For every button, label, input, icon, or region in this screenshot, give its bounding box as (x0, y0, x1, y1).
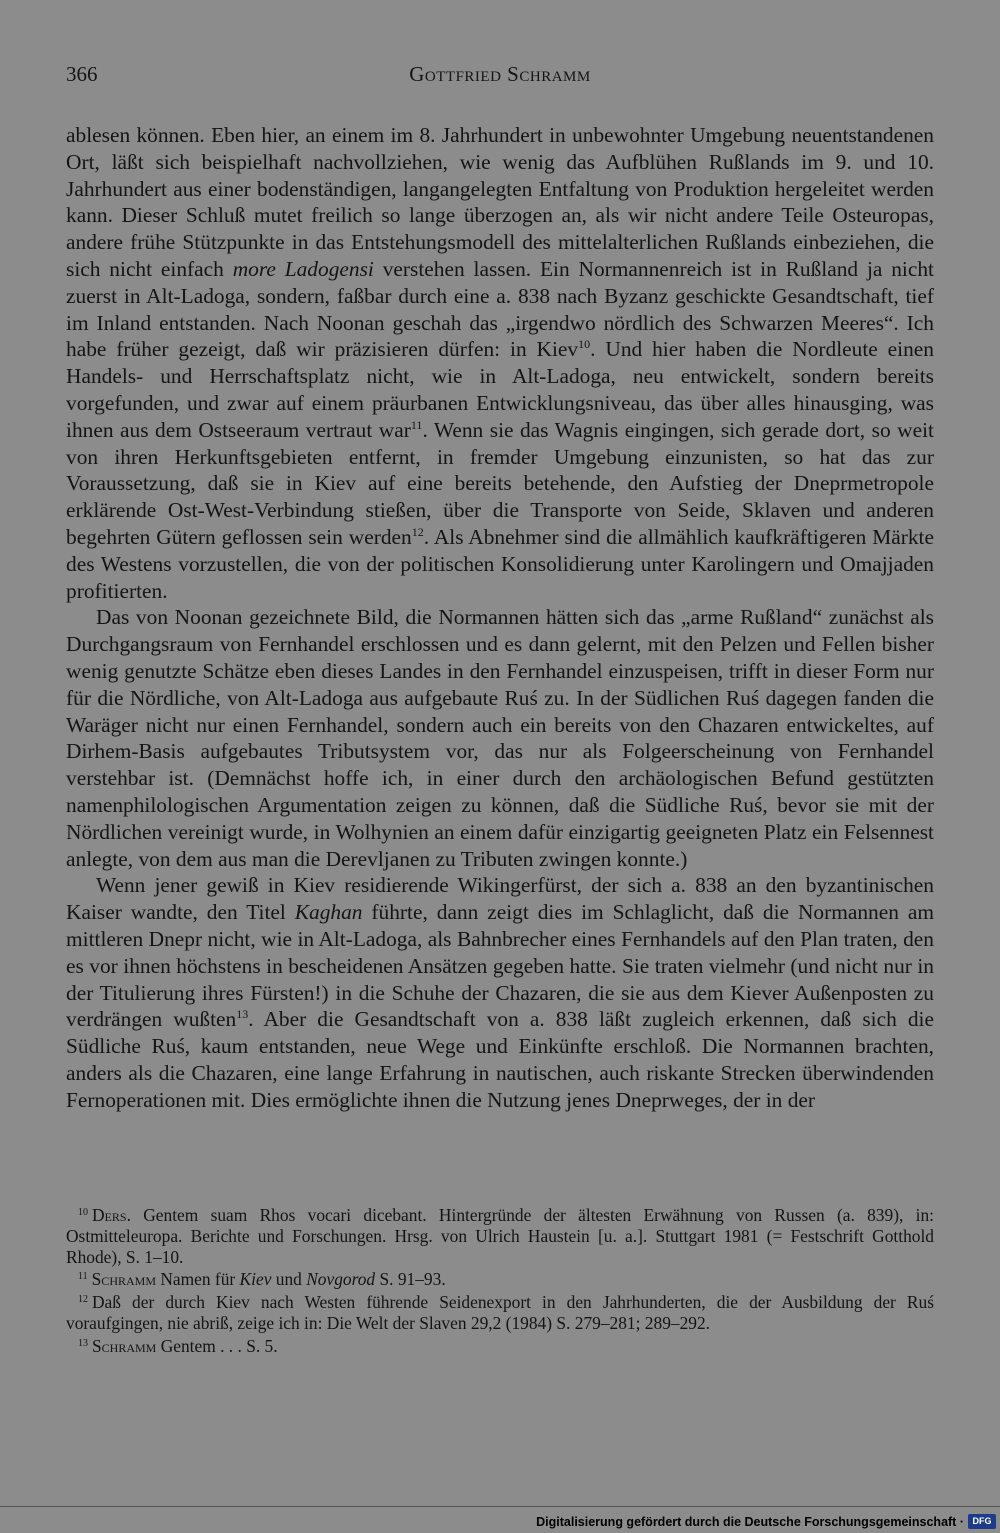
text-run: führte, dann zeigt dies im Schlaglicht, daß die Normannen am mittleren Dnepr nicht, wie in Alt-Ladoga, als Bahnbrecher eines Fernhandels auf den Plan traten, den es vor ihnen höchstens in bescheidenen Ansätzen gegeben hatte. Sie traten vielmehr (und nicht nur in der Titulierung ihres Fürsten!) in die Schuhe der Chazaren, die sie aus dem Kiever Außenposten zu verdrängen wußten (66, 900, 934, 1032)
footnote (66, 1267, 934, 1290)
page-number: 366 (66, 62, 98, 86)
text-run: Gentem . . . S. 5. (156, 1335, 278, 1356)
text-run: verstehen lassen. Ein Normannenreich ist in Rußland ja nicht zuerst in Alt-Ladoga, sondern, faßbar durch eine a. 838 nach Byzanz geschickte Gesandtschaft, tief im Inland entstanden. Nach Noonan geschah das „irgendwo nördlich des Schwarzen Meeres“. Ich habe früher gezeigt, daß wir präzisieren dürfen: in Kiev (66, 256, 935, 362)
footnote (66, 1334, 934, 1357)
footnote-number: 13 (78, 1337, 88, 1349)
footer-credit: Digitalisierung gefördert durch die Deutsche Forschungsgemeinschaft · (536, 1515, 964, 1529)
digitization-footer (0, 1506, 1000, 1533)
footnote-number: 11 (78, 1271, 88, 1283)
body-paragraph (66, 604, 934, 872)
dfg-logo: DFG (968, 1514, 996, 1529)
text-run: Wenn jener gewiß in Kiev residierende Wikingerfürst, der sich a. 838 an den byzantinischen Kaiser wandte, den Titel (66, 873, 934, 925)
running-head: Gottfried Schramm (409, 62, 591, 86)
text-run: . Aber die Gesandtschaft von a. 838 läßt zugleich erkennen, daß sich die Südliche Ruś, kaum entstanden, neue Wege und Einkünfte erschloß. Die Normannen brachten, anders als die Chazaren, eine lange Erfahrung in nautischen, auch riskante Strecken überwindenden Fernoperationen mit. Dies ermöglichte ihnen die Nutzung jenes Dneprweges, der in der (66, 1007, 934, 1112)
author-name: Ders. (92, 1205, 131, 1225)
author-name: Schramm (91, 1269, 156, 1290)
text-run: ablesen können. Eben hier, an einem im 8. Jahrhundert in unbewohnter Umgebung neuentstandenen Ort, läßt sich beispielhaft nachvollziehen, wie wenig das Aufblühen Rußlands im 9. und 10. Jahrhundert aus einer bodenständigen, langangelegten Entfaltung von Produktion hergeleitet werden kann. Dieser Schluß mutet freilich so lange überzogen an, als wir nicht andere Teile Osteuropas, andere frühe Stützpunkte in das Entstehungsmodell des mittelalterlichen Rußlands einbeziehen, die sich nicht einfach (66, 123, 934, 281)
body-paragraph (66, 122, 934, 604)
text-run: und (271, 1269, 307, 1290)
footnote-ref: 10 (578, 337, 591, 352)
italic-text: Novgorod (306, 1269, 376, 1290)
text-run: Daß der durch Kiev nach Westen führende Seidenexport in den Jahrhunderten, die der Ausbildung der Ruś voraufgingen, nie abriß, zeige ich in: Die Welt der Slaven 29,2 (1984) S. 279–281; 289–292. (66, 1292, 934, 1333)
footnote (66, 1203, 934, 1267)
footnote-ref: 13 (236, 1007, 249, 1022)
footnote-number: 12 (78, 1294, 88, 1306)
author-name: Schramm (92, 1335, 157, 1356)
text-run: S. 91–93. (375, 1269, 446, 1290)
footnote-number: 10 (78, 1207, 88, 1218)
italic-text: Kaghan (294, 900, 363, 925)
footnote-ref: 12 (411, 524, 424, 539)
italic-text: Kiev (239, 1269, 272, 1290)
body-paragraph (66, 872, 934, 1113)
text-run: . Als Abnehmer sind die allmählich kaufkräftigeren Märkte des Westens vorzustellen, die von der politischen Konsolidierung unter Karolingern und Omajjaden profitierten. (66, 524, 934, 603)
footnote (66, 1290, 934, 1334)
footnotes (66, 1203, 934, 1357)
text-run: Namen für (156, 1269, 240, 1290)
text-run: . Und hier haben die Nordleute einen Handels- und Herrschaftsplatz nicht, wie in Alt-Ladoga, neu entwickelt, sondern bereits vorgefunden, und zwar auf einem präurbanen Entwicklungsniveau, das über alles hinausging, was ihnen aus dem Ostseeraum vertraut war (66, 337, 935, 442)
footnote-ref: 11 (410, 417, 423, 432)
page-header (66, 62, 934, 92)
body-text (66, 122, 934, 1113)
italic-text: more Ladogensi (232, 256, 374, 281)
text-run: Gentem suam Rhos vocari dicebant. Hintergründe der ältesten Erwähnung von Russen (a. 839), in: Ostmitteleuropa. Berichte und Forschungen. Hrsg. von Ulrich Haustein [u. a.]. Stuttgart 1981 (= Festschrift Gotthold Rhode), S. 1–10. (66, 1205, 934, 1267)
text-run: Das von Noonan gezeichnete Bild, die Normannen hätten sich das „arme Rußland“ zunächst als Durchgangsraum von Fernhandel erschlossen und es dann gelernt, mit den Pelzen und Fellen bisher wenig genutzte Schätze eben dieses Landes in den Fernhandel einzuspeisen, trifft in dieser Form nur für die Nördliche, von Alt-Ladoga aus aufgebaute Ruś zu. In der Südlichen Ruś dagegen fanden die Waräger nicht nur einen Fernhandel, sondern auch ein bereits von den Chazaren entwickeltes, auf Dirhem-Basis aufgebautes Tributsystem vor, das nur als Folgeerscheinung von Fernhandel verstehbar ist. (Demnächst hoffe ich, in einer durch den archäologischen Befund gestützten namenphilologischen Argumentation zeigen zu können, daß die Südliche Ruś, bevor sie mit der Nördlichen vereinigt wurde, in Wolhynien an einem dafür einzigartig geeigneten Platz ein Felsennest anlegte, von dem aus man die Derevljanen zu Tributen zwingen konnte.) (66, 605, 934, 871)
text-run: . Wenn sie das Wagnis eingingen, sich gerade dort, so weit von ihren Herkunftsgebieten entfernt, in fremder Umgebung einzunisten, so hat das zur Voraussetzung, daß sie in Kiev auf eine bereits betehende, den Aufstieg der Dneprmetropole erklärende Ost-West-Verbindung stießen, über die Transporte von Seide, Sklaven und anderen begehrten Gütern geflossen sein werden (66, 417, 934, 549)
